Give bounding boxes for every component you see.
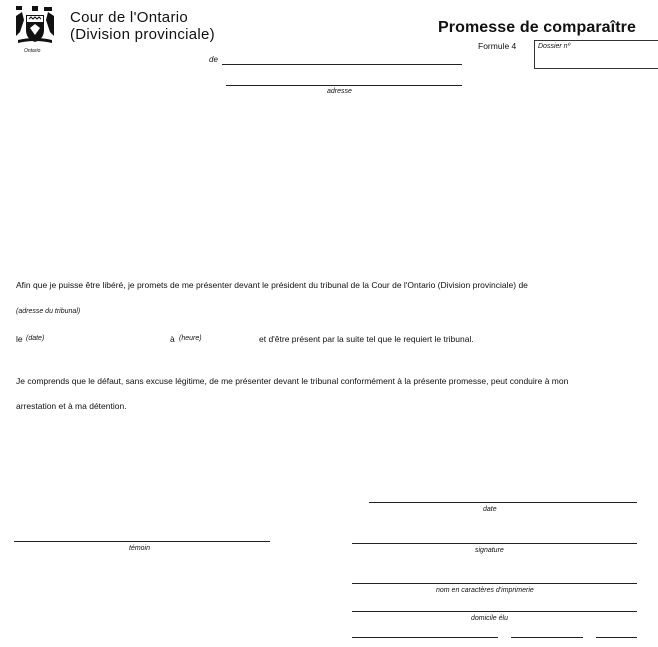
address-field-line[interactable] — [226, 85, 462, 86]
warning-statement-line2: arrestation et à ma détention. — [16, 401, 127, 411]
time-field-label: (heure) — [179, 335, 202, 342]
de-label: de — [209, 55, 218, 64]
ontario-coat-of-arms-logo — [14, 6, 56, 54]
form-number: Formule 4 — [478, 41, 517, 51]
address-continuation-line-2[interactable] — [511, 637, 583, 638]
signature-line[interactable] — [352, 543, 637, 544]
printed-name-line[interactable] — [352, 583, 637, 584]
date-line[interactable] — [369, 502, 637, 503]
printed-name-label: nom en caractères d'imprimerie — [436, 587, 534, 594]
address-continuation-line-3[interactable] — [596, 637, 637, 638]
address-label: adresse — [327, 88, 352, 95]
court-name-line2: (Division provinciale) — [70, 26, 215, 43]
domicile-label: domicile élu — [471, 615, 508, 622]
court-address-label: (adresse du tribunal) — [16, 308, 81, 315]
address-continuation-line-1[interactable] — [352, 637, 498, 638]
court-name-line1: Cour de l'Ontario — [70, 9, 189, 26]
date-field-label: (date) — [26, 335, 45, 342]
promise-statement: Afin que je puisse être libéré, je promets de me présenter devant le président du tribunal de la Cour de l'Ontario (Division provinciale) de — [16, 280, 528, 290]
le-label: le — [16, 334, 23, 344]
signature-label: signature — [475, 547, 504, 554]
witness-label: témoin — [129, 545, 151, 552]
file-number-label: Dossier nº — [538, 43, 571, 50]
logo-caption: Ontario — [24, 48, 41, 54]
form-title: Promesse de comparaître — [438, 19, 636, 36]
de-field-line[interactable] — [222, 64, 462, 65]
domicile-line[interactable] — [352, 611, 637, 612]
presence-statement: et d'être présent par la suite tel que le requiert le tribunal. — [259, 334, 474, 344]
witness-line[interactable] — [14, 541, 270, 542]
warning-statement-line1: Je comprends que le défaut, sans excuse légitime, de me présenter devant le tribunal conformément à la présente promesse, peut conduire à mon — [16, 376, 569, 386]
a-label: à — [170, 334, 175, 344]
date-label: date — [483, 506, 497, 513]
